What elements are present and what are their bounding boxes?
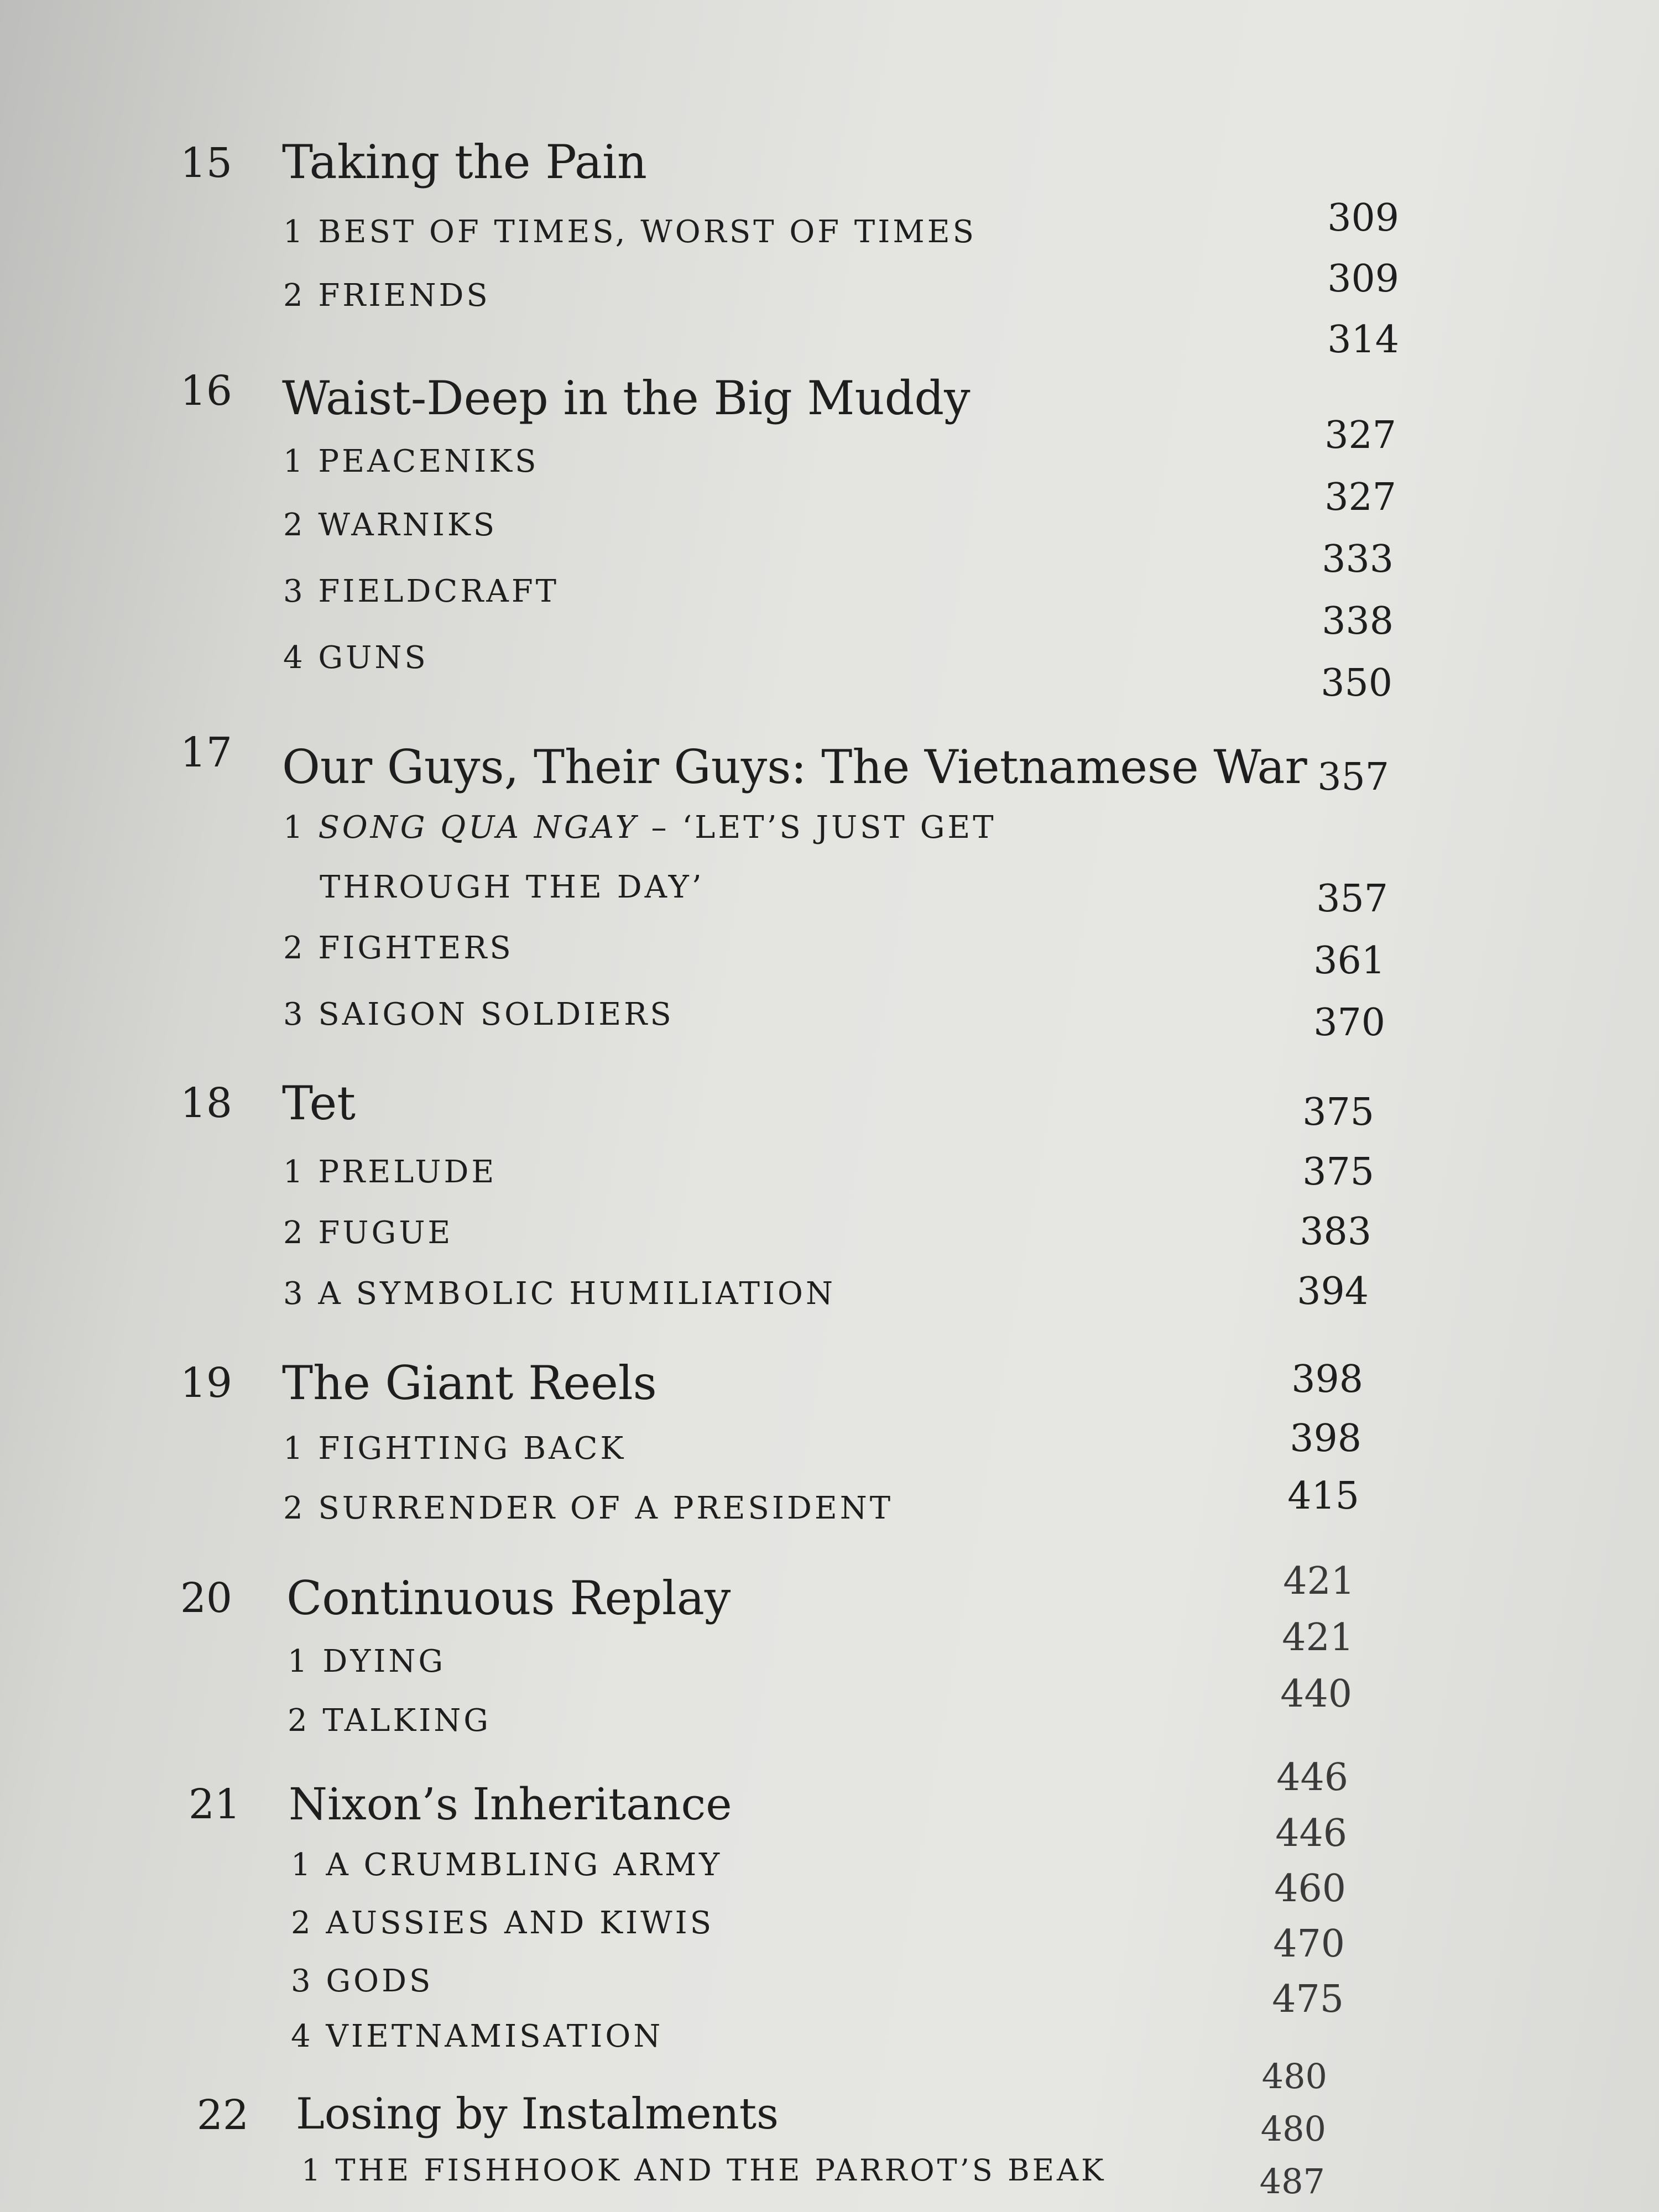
page-number: 440	[1280, 1672, 1352, 1716]
section-title: 4 VIETNAMISATION	[291, 2018, 664, 2054]
section-title: 3 FIELDCRAFT	[283, 573, 560, 609]
page-number: 398	[1290, 1417, 1361, 1460]
page-number: 480	[1261, 2056, 1327, 2096]
section-title-rest: – ‘LET’S JUST GET	[638, 810, 997, 846]
page-number: 475	[1272, 1978, 1344, 2021]
chapter-number: 15	[180, 139, 232, 187]
page-number: 314	[1327, 318, 1399, 362]
page-number: 338	[1322, 599, 1394, 643]
page-number: 327	[1324, 414, 1396, 457]
section-title: 3 SAIGON SOLDIERS	[283, 997, 674, 1032]
section-title: 2 AUSSIES AND KIWIS	[291, 1905, 714, 1941]
page-number: 394	[1297, 1270, 1369, 1313]
chapter-number: 21	[188, 1781, 241, 1828]
chapter-number: 22	[196, 2091, 249, 2139]
page-number: 460	[1274, 1867, 1346, 1911]
chapter-title: Our Guys, Their Guys: The Vietnamese War	[282, 740, 1307, 794]
chapter-title: The Giant Reels	[282, 1356, 657, 1410]
page-number: 446	[1276, 1756, 1348, 1799]
page-number: 421	[1282, 1616, 1354, 1660]
chapter-title: Tet	[282, 1076, 356, 1130]
section-title: 1 PRELUDE	[283, 1154, 497, 1190]
page-number: 415	[1287, 1474, 1359, 1518]
chapter-title: Continuous Replay	[286, 1571, 731, 1625]
section-title: 2 WARNIKS	[283, 507, 498, 543]
section-title: 3 A SYMBOLIC HUMILIATION	[283, 1276, 836, 1312]
page-number: 383	[1300, 1210, 1371, 1254]
page-number: 398	[1291, 1358, 1363, 1401]
section-title: 4 GUNS	[283, 640, 429, 676]
page-number: 327	[1324, 476, 1396, 519]
chapter-number: 16	[180, 367, 232, 415]
page-number: 421	[1283, 1559, 1355, 1603]
section-title: 1 THE FISHHOOK AND THE PARROT’S BEAK	[301, 2153, 1107, 2188]
page-number: 470	[1273, 1922, 1345, 1966]
page-number: 375	[1302, 1150, 1374, 1194]
chapter-title: Losing by Instalments	[296, 2089, 779, 2139]
page-number: 480	[1260, 2109, 1326, 2149]
page-number: 309	[1327, 257, 1399, 301]
page-number: 357	[1316, 877, 1388, 921]
chapter-number: 19	[180, 1359, 232, 1407]
chapter-number: 20	[180, 1574, 232, 1622]
page-number: 350	[1321, 661, 1392, 705]
page-number: 361	[1313, 939, 1385, 983]
chapter-title: Nixon’s Inheritance	[289, 1778, 732, 1830]
section-title: 2 FUGUE	[283, 1215, 453, 1251]
section-title: 1 FIGHTING BACK	[283, 1431, 627, 1467]
chapter-number: 18	[180, 1079, 232, 1127]
section-number: 1	[283, 810, 319, 846]
page-number: 370	[1313, 1001, 1385, 1045]
page-number: 357	[1317, 755, 1389, 799]
section-title: 2 FRIENDS	[283, 278, 491, 314]
chapter-title: Waist-Deep in the Big Muddy	[282, 371, 971, 425]
page-number: 309	[1327, 196, 1399, 240]
section-title	[283, 808, 997, 847]
section-title: 1 BEST OF TIMES, WORST OF TIMES	[283, 214, 977, 250]
section-title-italic: SONG QUA NGAY	[318, 810, 639, 846]
page-number: 487	[1259, 2161, 1325, 2201]
page-number: 375	[1302, 1091, 1374, 1134]
chapter-title: Taking the Pain	[282, 135, 647, 189]
section-title: 1 DYING	[288, 1644, 446, 1679]
section-title: 3 GODS	[291, 1963, 434, 1999]
section-title-continued: THROUGH THE DAY’	[320, 869, 705, 905]
section-title: 2 FIGHTERS	[283, 930, 514, 966]
page-number: 333	[1322, 538, 1394, 581]
section-title: 1 PEACENIKS	[283, 444, 539, 479]
chapter-number: 17	[180, 729, 232, 776]
section-title: 2 SURRENDER OF A PRESIDENT	[283, 1490, 894, 1526]
section-title: 1 A CRUMBLING ARMY	[291, 1847, 723, 1883]
section-title: 2 TALKING	[288, 1703, 492, 1739]
page-number: 446	[1275, 1812, 1347, 1855]
